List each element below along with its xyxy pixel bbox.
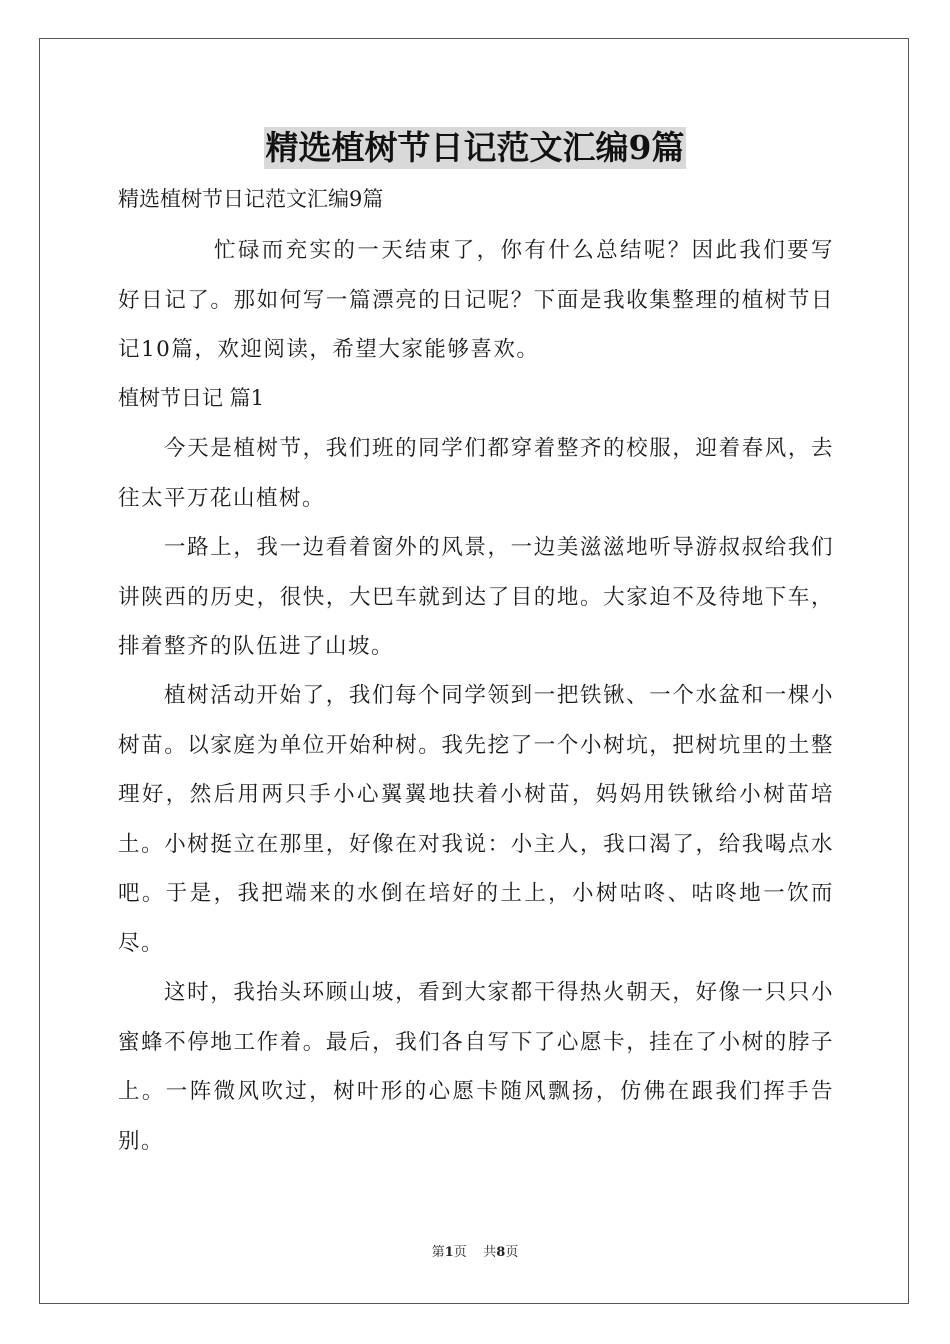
intro-paragraph: 忙碌而充实的一天结束了，你有什么总结呢？因此我们要写好日记了。那如何写一篇漂亮的日记呢？下面是我收集整理的植树节日记10篇，欢迎阅读，希望大家能够喜欢。	[118, 238, 834, 362]
total-label-prefix: 共	[483, 1245, 497, 1260]
page-label-suffix: 页	[453, 1245, 467, 1260]
page-label-prefix: 第	[431, 1245, 445, 1260]
title-container	[0, 127, 950, 169]
document-subtitle: 精选植树节日记范文汇编9篇	[118, 187, 384, 211]
body-paragraph-2: 一路上，我一边看着窗外的风景，一边美滋滋地听导游叔叔给我们讲陕西的历史，很快，大巴车就到达了目的地。大家迫不及待地下车，排着整齐的队伍进了山坡。	[118, 535, 834, 659]
document-title: 精选植树节日记范文汇编9篇	[265, 128, 685, 167]
page-total-number: 8	[496, 1245, 506, 1260]
body-paragraph-4: 这时，我抬头环顾山坡，看到大家都干得热火朝天，好像一只只小蜜蜂不停地工作着。最后，我们各自写下了心愿卡，挂在了小树的脖子上。一阵微风吹过，树叶形的心愿卡随风飘扬，仿佛在跟我们挥手告别。	[118, 980, 834, 1154]
section-heading: 植树节日记 篇1	[118, 386, 265, 410]
page-current-number: 1	[444, 1245, 454, 1260]
body-paragraph-1: 今天是植树节，我们班的同学们都穿着整齐的校服，迎着春风，去往太平万花山植树。	[118, 436, 834, 511]
total-label-suffix: 页	[505, 1245, 519, 1260]
page-footer	[0, 1244, 950, 1262]
body-paragraph-3: 植树活动开始了，我们每个同学领到一把铁锹、一个水盆和一棵小树苗。以家庭为单位开始种树。我先挖了一个小树坑，把树坑里的土整理好，然后用两只手小心翼翼地扶着小树苗，妈妈用铁锹给小树苗培土。小树挺立在那里，好像在对我说：小主人，我口渴了，给我喝点水吧。于是，我把端来的水倒在培好的土上，小树咕咚、咕咚地一饮而尽。	[118, 683, 834, 956]
